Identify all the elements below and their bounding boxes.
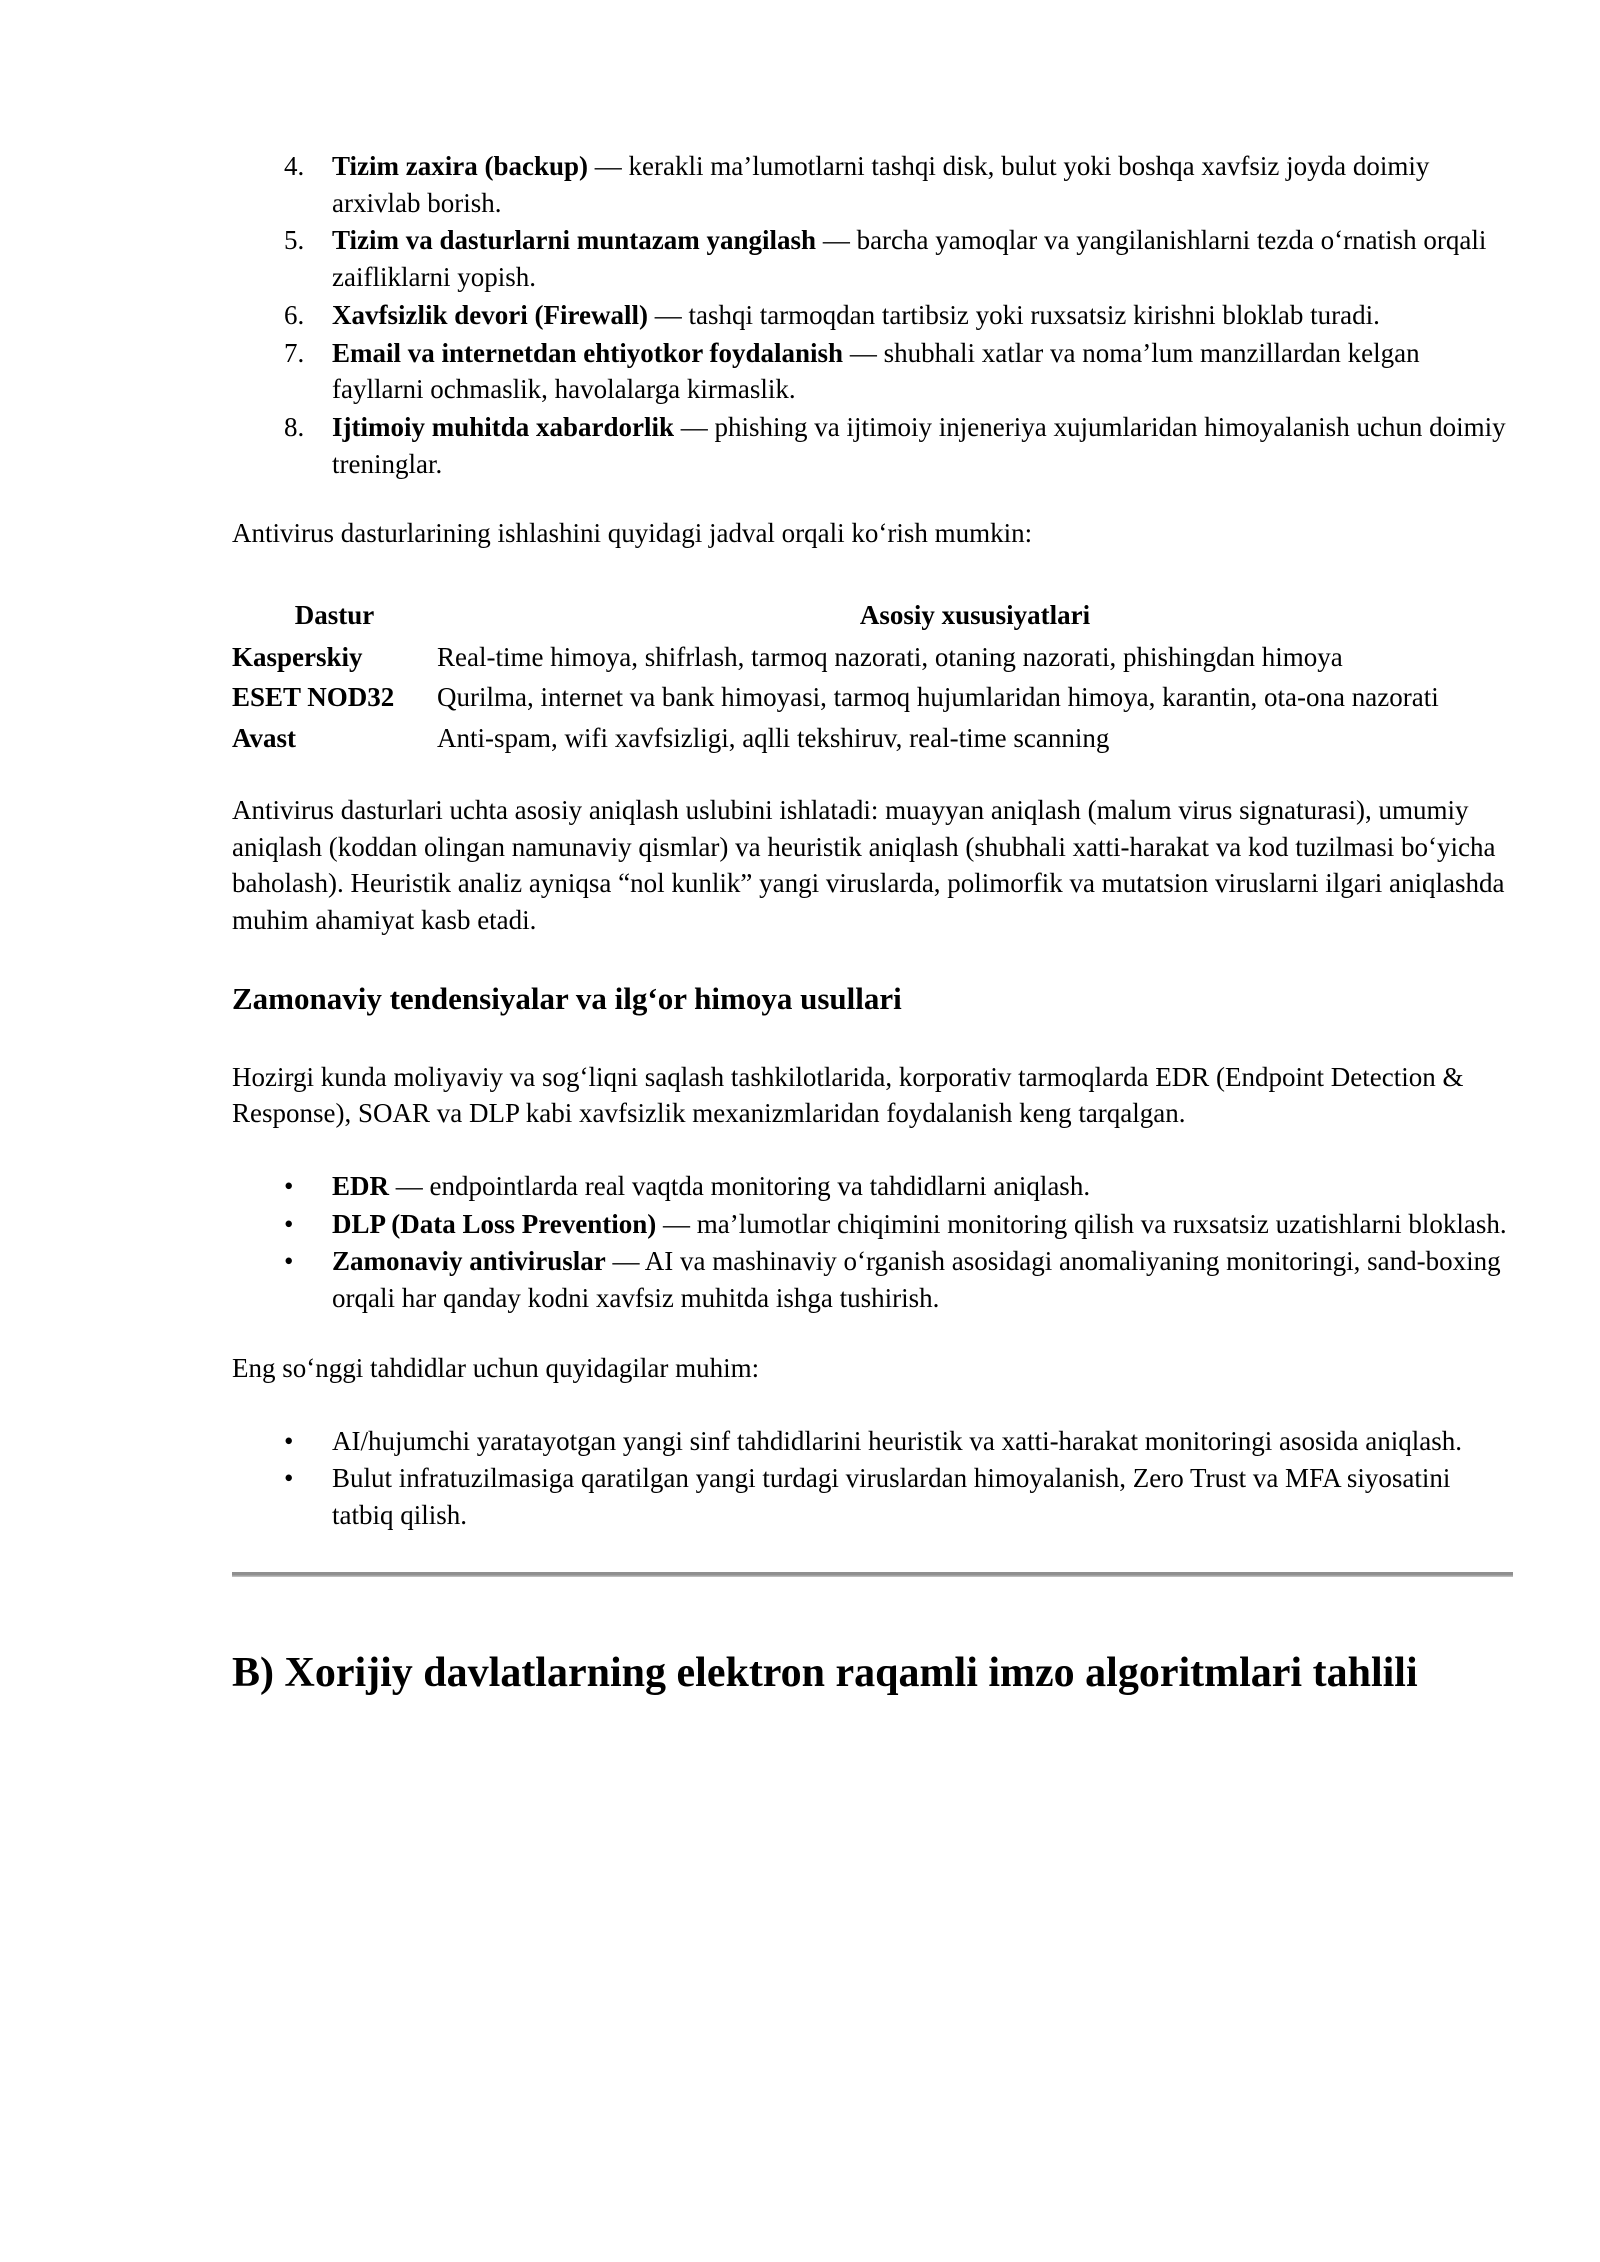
- list-item: [284, 1460, 1513, 1533]
- list-item: [284, 297, 1513, 334]
- detection-methods-paragraph: Antivirus dasturlari uchta asosiy aniqlash uslubini ishlatadi: muayyan aniqlash (malum virus signaturasi), umumiy aniqlash (koddan olingan namunaviy qismlar) va heuristik aniqlash (shubhali xatti-harakat va kod tuzilmasi bo‘yicha baholash). Heuristik analiz ayniqsa “nol kunlik” yangi viruslarda, polimorfik va mutatsion viruslarni ilgari aniqlashda muhim ahamiyat kasb etadi.: [232, 794, 1505, 935]
- latest-threats-paragraph: Eng so‘nggi tahdidlar uchun quyidagilar muhim:: [232, 1352, 760, 1383]
- list-item-text: [332, 409, 1513, 482]
- list-item-rest: — shubhali xatlar va noma’lum manzillardan kelgan fayllarni ochmaslik, havolalarga kirmaslik.: [332, 337, 1420, 405]
- list-item-rest: — tashqi tarmoqdan tartibsiz yoki ruxsatsiz kirishni bloklab turadi.: [647, 299, 1380, 330]
- list-item-text: [332, 297, 1513, 334]
- table-row: [232, 677, 1513, 718]
- list-item-text: AI/hujumchi yaratayotgan yangi sinf tahdidlarini heuristik va xatti-harakat monitoringi asosida aniqlash.: [332, 1425, 1462, 1456]
- column-header-features: Asosiy xususiyatlari: [859, 600, 1091, 631]
- list-item-text: [332, 222, 1513, 295]
- list-item-rest: — ma’lumotlar chiqimini monitoring qilish va ruxsatsiz uzatishlarni bloklash.: [656, 1208, 1507, 1239]
- list-item: [284, 1168, 1513, 1205]
- antivirus-table: [232, 594, 1513, 759]
- program-name: ESET NOD32: [232, 682, 395, 713]
- list-item-text: [332, 1168, 1513, 1205]
- list-item-number: 8.: [284, 411, 305, 442]
- list-item-text: [332, 1243, 1513, 1316]
- list-item-number: 5.: [284, 225, 305, 256]
- column-header-program: Dastur: [294, 600, 375, 631]
- list-item: [284, 148, 1513, 221]
- trends-paragraph: Hozirgi kunda moliyaviy va sog‘liqni saqlash tashkilotlarida, korporativ tarmoqlarda EDR (Endpoint Detection & Response), SOAR va DLP kabi xavfsizlik mexanizmlaridan foydalanish keng tarqalgan.: [232, 1061, 1464, 1129]
- list-item-number: 6.: [284, 299, 305, 330]
- bullet-icon: •: [284, 1246, 294, 1277]
- list-item-text: Bulut infratuzilmasiga qaratilgan yangi turdagi viruslardan himoyalanish, Zero Trust va MFA siyosatini tatbiq qilish.: [332, 1463, 1451, 1530]
- bullet-icon: •: [284, 1425, 294, 1456]
- table-row: [232, 637, 1513, 678]
- program-name: Kasperskiy: [232, 641, 363, 672]
- list-item: [284, 222, 1513, 295]
- list-item-rest: — barcha yamoqlar va yangilanishlarni tezda o‘rnatish orqali zaifliklarni yopish.: [332, 225, 1487, 293]
- latest-threats-list: [232, 1423, 1513, 1534]
- trends-heading: Zamonaviy tendensiyalar va ilg‘or himoya usullari: [232, 980, 902, 1016]
- list-item-text: [332, 1206, 1513, 1243]
- list-item-lead: EDR: [332, 1171, 390, 1202]
- list-item-rest: — phishing va ijtimoiy injeneriya xujumlaridan himoyalanish uchun doimiy treninglar.: [332, 411, 1506, 479]
- program-features: Real-time himoya, shifrlash, tarmoq nazorati, otaning nazorati, phishingdan himoya: [437, 641, 1343, 672]
- list-item-lead: Tizim va dasturlarni muntazam yangilash: [332, 225, 817, 256]
- list-item-lead: Email va internetdan ehtiyotkor foydalanish: [332, 337, 844, 368]
- list-item: [284, 1423, 1513, 1460]
- list-item-number: 4.: [284, 151, 305, 181]
- list-item-lead: Zamonaviy antiviruslar: [332, 1246, 606, 1277]
- program-features: Anti-spam, wifi xavfsizligi, aqlli tekshiruv, real-time scanning: [437, 723, 1110, 754]
- program-name: Avast: [232, 723, 296, 754]
- bullet-icon: •: [284, 1463, 294, 1494]
- protection-mechanisms-list: [232, 1168, 1513, 1317]
- table-row: [232, 718, 1513, 759]
- list-item: [284, 409, 1513, 482]
- table-header-row: [232, 594, 1513, 637]
- list-item-rest: — kerakli ma’lumotlarni tashqi disk, bulut yoki boshqa xavfsiz joyda doimiy arxivlab borish.: [332, 151, 1430, 218]
- security-measures-list: [232, 148, 1513, 482]
- list-item-rest: — endpointlarda real vaqtda monitoring va tahdidlarni aniqlash.: [389, 1171, 1091, 1202]
- list-item-number: 7.: [284, 337, 305, 368]
- list-item-lead: Ijtimoiy muhitda xabardorlik: [332, 411, 675, 442]
- list-item-text: [332, 335, 1513, 408]
- program-features: Qurilma, internet va bank himoyasi, tarmoq hujumlaridan himoya, karantin, ota-ona nazorati: [437, 682, 1439, 713]
- list-item: [284, 1206, 1513, 1243]
- section-b-heading: B) Xorijiy davlatlarning elektron raqamli imzo algoritmlari tahlili: [232, 1649, 1418, 1696]
- section-divider: [232, 1572, 1513, 1577]
- list-item-rest: — AI va mashinaviy o‘rganish asosidagi anomaliyaning monitoringi, sand-boxing orqali har qanday kodni xavfsiz muhitda ishga tushirish.: [332, 1246, 1501, 1314]
- bullet-icon: •: [284, 1208, 294, 1239]
- list-item-lead: Xavfsizlik devori (Firewall): [332, 299, 648, 330]
- list-item-lead: Tizim zaxira (backup): [332, 151, 588, 181]
- table-intro-paragraph: Antivirus dasturlarining ishlashini quyidagi jadval orqali ko‘rish mumkin:: [232, 518, 1033, 549]
- list-item-text: [332, 148, 1513, 221]
- list-item: [284, 335, 1513, 408]
- list-item: [284, 1243, 1513, 1316]
- bullet-icon: •: [284, 1171, 294, 1202]
- list-item-lead: DLP (Data Loss Prevention): [332, 1208, 657, 1239]
